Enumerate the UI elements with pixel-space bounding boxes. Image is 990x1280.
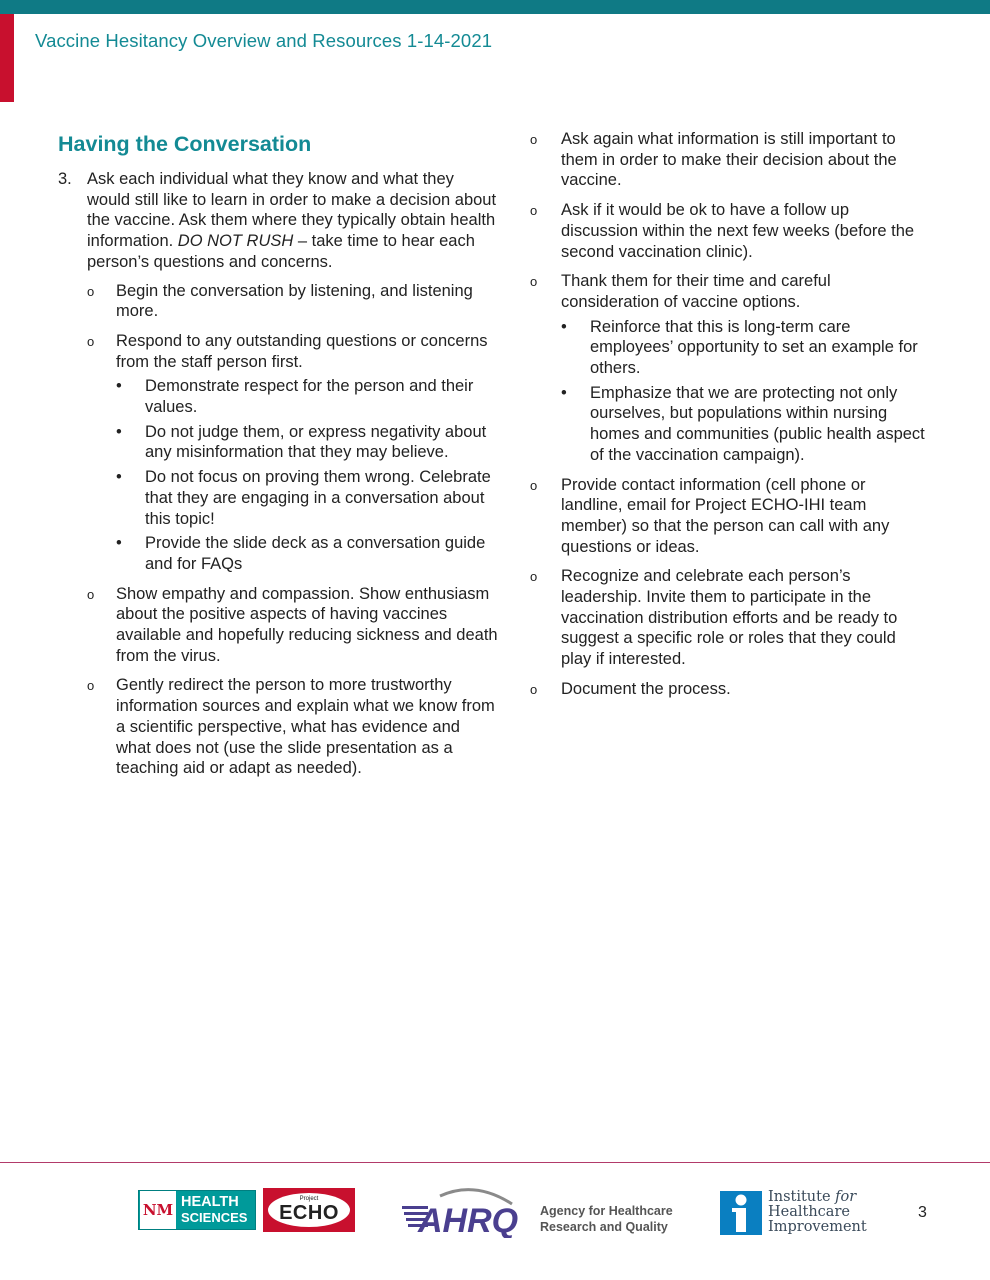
bullet-item [116, 422, 498, 463]
ihi-line3: Improvement [768, 1219, 867, 1235]
circle-bullet-icon: o [530, 203, 538, 219]
ihi-wordmark [768, 1190, 867, 1235]
unm-mark-icon: NM [140, 1191, 176, 1229]
list-item [530, 129, 930, 191]
list-item [87, 584, 498, 667]
list-item-text: Ask if it would be ok to have a follow up discussion within the next few weeks (before the second vaccination clinic). [561, 201, 915, 261]
item-text: Ask each individual what they know and what they would still like to learn in order to make a decision about the vaccine. Ask them where they typically obtain health information. [87, 170, 497, 251]
list-item [87, 675, 498, 779]
ahrq-name-line1: Agency for Healthcare [540, 1204, 673, 1218]
circle-bullet-icon: o [87, 678, 95, 694]
list-item-text: Gently redirect the person to more trustworthy information sources and explain what we know from a scientific perspective, what has evidence and what does not (use the slide presentation as a teaching aid or adapt as needed). [116, 676, 495, 778]
numbered-item-3 [58, 169, 498, 273]
echo-wordmark: ECHO [279, 1202, 339, 1224]
circle-bullet-icon: o [530, 132, 538, 147]
bullet-item [116, 376, 498, 417]
bullet-item-text: Reinforce that this is long-term care employees’ opportunity to set an example for others. [590, 317, 918, 378]
header-side-accent [0, 14, 14, 102]
bullet-item-text: Do not judge them, or express negativity about any misinformation that they may believe. [145, 422, 487, 462]
circle-bullet-icon: o [530, 274, 538, 290]
nested-bullet-list [58, 376, 498, 574]
circle-bullet-icon: o [87, 333, 95, 349]
emphasis-text: DO NOT RUSH [177, 232, 294, 251]
bullet-item-text: Do not focus on proving them wrong. Celebrate that they are engaging in a conversation about this topic! [145, 468, 491, 528]
bullet-icon: • [561, 317, 567, 336]
circle-bullet-icon: o [530, 477, 538, 493]
list-number: 3. [58, 170, 72, 188]
bullet-item-text: Demonstrate respect for the person and their values. [145, 377, 474, 417]
right-column [530, 129, 930, 709]
bullet-icon: • [116, 534, 122, 553]
bullet-item [561, 317, 930, 379]
ihi-line1 [768, 1190, 867, 1205]
list-item [530, 200, 930, 262]
list-item-text: Ask again what information is still important to them in order to make their decision about the vaccine. [561, 130, 897, 190]
project-echo-logo [263, 1188, 355, 1232]
list-item [530, 566, 930, 670]
section-heading: Having the Conversation [58, 132, 312, 156]
list-item-text: Provide contact information (cell phone or landline, email for Project ECHO-IHI team member) so that the person can call with any questions or ideas. [561, 475, 890, 556]
unm-logo-line1: HEALTH [181, 1194, 239, 1210]
ihi-line1-word: Institute [768, 1189, 831, 1205]
header-top-bar [0, 0, 990, 14]
footer-divider [0, 1162, 990, 1163]
circle-bullet-icon: o [87, 283, 95, 299]
list-item-text: Respond to any outstanding questions or concerns from the staff person first. [116, 331, 488, 371]
circle-bullet-icon: o [530, 569, 538, 585]
list-item-text: Recognize and celebrate each person’s leadership. Invite them to participate in the vaccination distribution efforts and be ready to suggest a specific role or roles that they could play if interested. [561, 567, 898, 669]
ihi-logo-mark [720, 1191, 762, 1235]
document-header-title: Vaccine Hesitancy Overview and Resources 1-14-2021 [35, 30, 493, 51]
echo-project-label: Project [299, 1196, 319, 1202]
bullet-icon: • [116, 377, 122, 396]
nested-bullet-list [530, 317, 930, 466]
echo-oval [268, 1193, 350, 1227]
bullet-icon: • [116, 422, 122, 441]
ahrq-name-line2: Research and Quality [540, 1220, 668, 1234]
list-item [87, 281, 498, 322]
ihi-mark-letter: i [720, 1191, 721, 1192]
list-item [530, 475, 930, 558]
list-item-text: Thank them for their time and careful consideration of vaccine options. [561, 272, 831, 311]
bullet-icon: • [561, 383, 567, 402]
bullet-item [561, 383, 930, 466]
bullet-item-text: Provide the slide deck as a conversation guide and for FAQs [145, 534, 486, 573]
bullet-item [116, 467, 498, 529]
list-item-text: Document the process. [561, 679, 731, 698]
circle-bullet-icon: o [530, 681, 538, 697]
ahrq-logo [400, 1182, 530, 1238]
unm-logo-line2: SCIENCES [181, 1210, 248, 1225]
list-item [87, 331, 498, 372]
list-item-text: Begin the conversation by listening, and listening more. [116, 281, 473, 321]
ihi-line1-italic: for [835, 1189, 857, 1205]
ahrq-agency-name [540, 1203, 673, 1235]
bullet-icon: • [116, 468, 122, 487]
unm-health-sciences-logo [138, 1190, 256, 1230]
list-item-text: Show empathy and compassion. Show enthusiasm about the positive aspects of having vaccines available and hopefully reducing sickness and death from the virus. [116, 584, 498, 665]
circle-bullet-icon: o [87, 586, 95, 602]
unm-logo-text [176, 1195, 247, 1225]
bullet-item-text: Emphasize that we are protecting not only ourselves, but populations within nursing homes and communities (public health aspect of the vaccination campaign). [590, 383, 925, 464]
page-number: 3 [918, 1204, 927, 1221]
ahrq-wordmark: AHRQ [418, 1202, 519, 1238]
item-text-continued: – take time to hear each person’s questions and concerns. [87, 232, 475, 271]
ihi-i-icon [720, 1191, 762, 1235]
list-item [530, 271, 930, 312]
left-column [58, 130, 498, 788]
list-item [530, 679, 930, 700]
bullet-item [116, 533, 498, 574]
ihi-line2: Healthcare [768, 1204, 850, 1220]
